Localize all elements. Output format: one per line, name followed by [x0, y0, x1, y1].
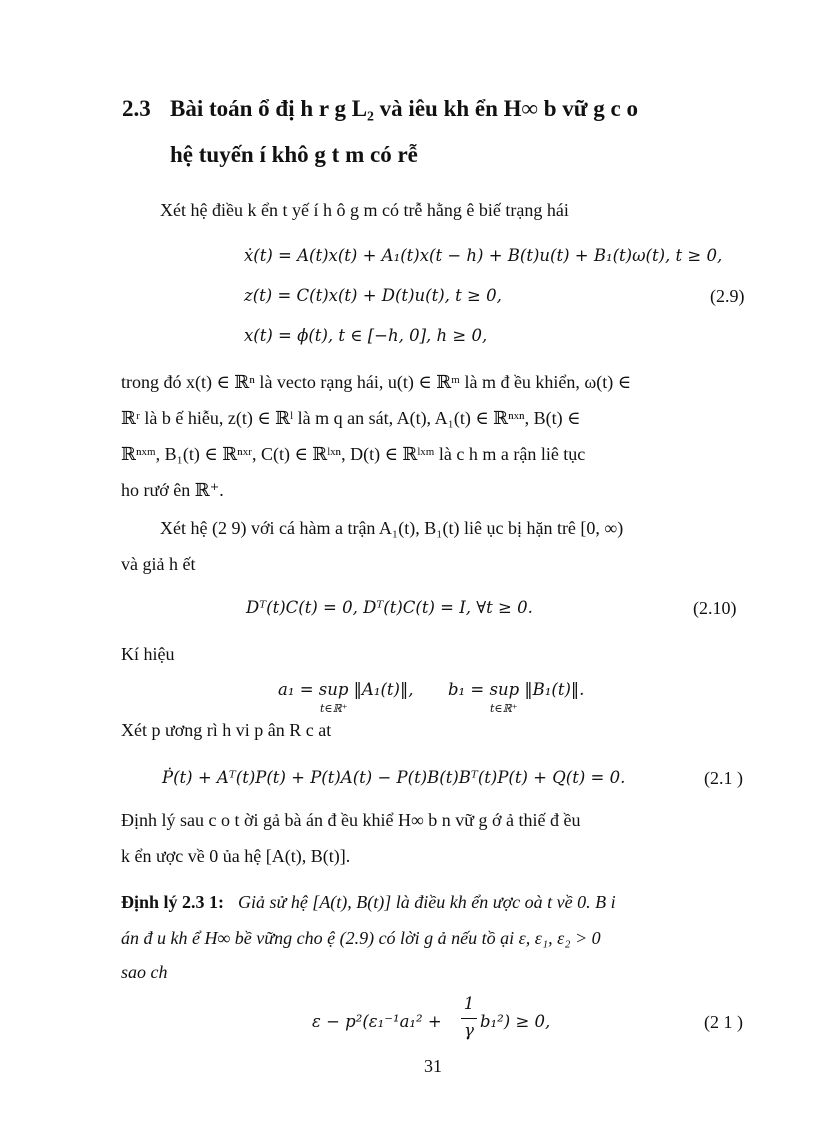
equation-number: (2.1 ) — [704, 768, 743, 788]
theorem-intro-line-2: k ển ược về 0 ủa hệ [A(t), B(t)]. — [121, 846, 351, 866]
equation-number: (2.10) — [693, 598, 737, 618]
assumption-line-1: Xét hệ (2 9) với cá hàm a trận A₁(t), B₁(t) liê ục bị hặn trê [0, ∞) — [160, 518, 624, 538]
theorem-intro-line-1: Định lý sau c o t ời gả bà án đ ều khiể H∞ b n vữ g ớ ả thiế đ ều — [121, 810, 581, 830]
equation-2-10: Dᵀ(t)C(t) = 0, Dᵀ(t)C(t) = I, ∀t ≥ 0. — [246, 598, 533, 617]
a1-definition: a₁ = sup ‖A₁(t)‖, — [278, 680, 414, 699]
assumption-line-2: và giả h ết — [121, 554, 196, 574]
notation-label: Kí hiệu — [121, 644, 175, 664]
section-number: 2.3 — [122, 96, 151, 121]
sup-subscript: t∈ℝ⁺ — [490, 702, 518, 715]
equation-number: (2 1 ) — [704, 1012, 743, 1032]
page-number: 31 — [424, 1056, 442, 1076]
theorem-line-1: Giả sử hệ [A(t), B(t)] là điều kh ển ược oà t về 0. B i — [238, 892, 616, 912]
b1-definition: b₁ = sup ‖B₁(t)‖. — [448, 680, 585, 699]
equation-number: (2.9) — [710, 286, 745, 306]
condition-right: b₁²) ≥ 0, — [480, 1012, 551, 1031]
condition-left: ε − p²(ε₁⁻¹a₁² + — [312, 1012, 442, 1031]
intro-paragraph: Xét hệ điều k ển t yế í h ô g m có trễ hằng ê biế trạng hái — [160, 200, 569, 220]
definitions-line-1: trong đó x(t) ∈ ℝⁿ là vecto rạng hái, u(t) ∈ ℝᵐ là m đ ều khiển, ω(t) ∈ — [121, 372, 632, 392]
section-title-line-1: Bài toán ổ đị h r g L₂ và iêu kh ển H∞ b vữ g c o — [170, 96, 638, 121]
theorem-line-2: án đ u kh ể H∞ bề vững cho ệ (2.9) có lời g ả nếu tồ ại ε, ε₁, ε₂ > 0 — [121, 928, 601, 948]
equation-2-9-line-3: x(t) = ϕ(t), t ∈ [−h, 0], h ≥ 0, — [244, 326, 488, 345]
riccati-intro: Xét p ương rì h vi p ân R c at — [121, 720, 332, 740]
fraction-bar — [461, 1018, 477, 1019]
equation-2-9-line-1: ẋ(t) = A(t)x(t) + A₁(t)x(t − h) + B(t)u(t) + B₁(t)ω(t), t ≥ 0, — [244, 246, 723, 265]
riccati-equation: Ṗ(t) + Aᵀ(t)P(t) + P(t)A(t) − P(t)B(t)Bᵀ(t)P(t) + Q(t) = 0. — [162, 768, 626, 787]
section-title-line-2: hệ tuyến í khô g t m có rễ — [170, 142, 418, 167]
equation-2-9-line-2: z(t) = C(t)x(t) + D(t)u(t), t ≥ 0, — [244, 286, 502, 305]
theorem-label: Định lý 2.3 1: — [121, 892, 225, 912]
fraction-denominator: γ — [464, 1021, 474, 1040]
fraction-numerator: 1 — [463, 994, 475, 1013]
sup-subscript: t∈ℝ⁺ — [320, 702, 348, 715]
definitions-line-4: ho rướ ên ℝ⁺. — [121, 480, 224, 500]
definitions-line-2: ℝʳ là b ế hiễu, z(t) ∈ ℝˡ là m q an sát, A(t), A₁(t) ∈ ℝⁿˣⁿ, B(t) ∈ — [121, 408, 581, 428]
definitions-line-3: ℝⁿˣᵐ, B₁(t) ∈ ℝⁿˣʳ, C(t) ∈ ℝˡˣⁿ, D(t) ∈ ℝˡˣᵐ là c h m a rận liê tục — [121, 444, 586, 464]
theorem-line-3: sao ch — [121, 962, 168, 982]
